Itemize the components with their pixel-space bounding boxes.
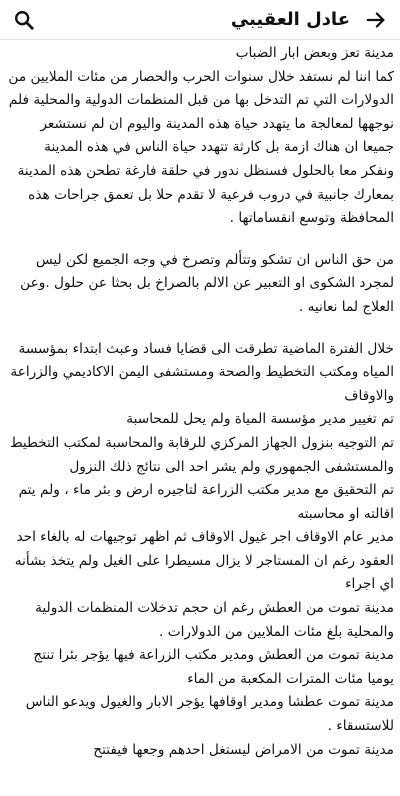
paragraph-spacer (8, 231, 394, 249)
search-icon[interactable] (12, 8, 36, 32)
page-title: عادل العقيبي (230, 9, 350, 30)
arrow-right-icon[interactable] (364, 8, 388, 32)
top-app-bar (0, 0, 400, 40)
paragraph-spacer (8, 320, 394, 338)
post-paragraph: من حق الناس ان تشكو وتتألم وتصرخ في وجه الجميع لكن ليس لمجرد الشكوى او التعبير عن الالم بالصراخ بل بحثا عن حلول .وعن العلاج لما نعانيه . (20, 251, 394, 315)
post-paragraph: مدينة تعز وبعض ابار الضباب كما اننا لم نستفد خلال سنوات الحرب والحصار من مئات الملايين من الدولارات التي تم التدخل بها من قبل المنظمات الدولية والمحلية فلم نوجهها لمعالجة ما يتهدد حياة هذه المدينة واليوم ان لم نستشعر جميعا ان هناك ازمة بل كارثة تتهدد حياة الناس في هذه المدينة ونفكر معا بالحلول فسنظل ندور في حلقة فارغة تطحن هذه المدينة بمعارك جانبية في دروب فرعية لا تقدم حلا بل تعمق جراحات هذه المحافظة وتوسع انقساماتها . (8, 45, 394, 227)
post-paragraph: خلال الفترة الماضية تطرقت الى قضايا فساد وعبث ابتداء بمؤسسة المياه ومكتب التخطيط والصحة ومستشفى اليمن الاكاديمي والزراعة والاوقاف تم تغيير مدير مؤسسة المياة ولم يحل للمحاسبة تم التوجيه بنزول الجهاز المركزي للرقابة والمحاسبة لمكتب التخطيط والمستشفى الجمهوري ولم يشر احد الى نتائج ذلك النزول تم التحقيق مع مدير مكتب الزراعة لتاجيره ارض و بئر ماء ، ولم يتم اقالته او محاسبته مدير عام الاوقاف اجر غيول الاوقاف ثم اظهر توجيهات له بالغاء احد العقود رغم ان المستاجر لا يزال مسيطرا على الغيل ولم يتخذ بشأنه اي اجراء مدينة تموت من العطش رغم ان حجم تدخلات المنظمات الدولية والمحلية بلغ مئات الملايين من الدولارات . مدينة تموت من العطش ومدير مكتب الزراعة فيها يؤجر بئرا تنتج يوميا مئات المترات المكعبة من الماء مدينة تموت عطشا ومدير اوقافها يؤجر الابار والغيول ويدعو الناس للاستسقاء . مدينة تموت من الامراض ليستغل احدهم وجعها فيفتتح (9, 340, 394, 758)
post-body (0, 42, 400, 796)
